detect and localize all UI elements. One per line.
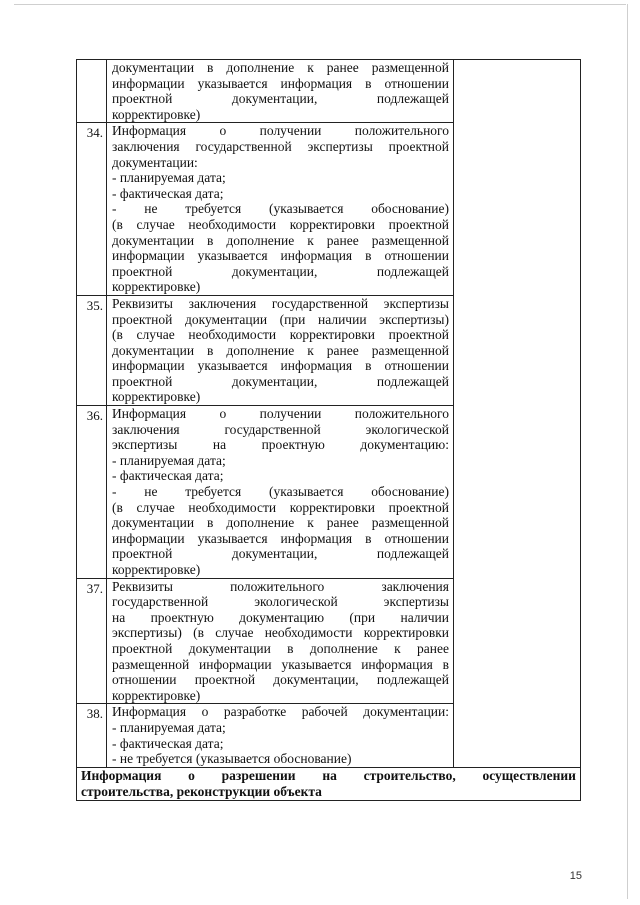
row-number: 38.: [77, 704, 107, 767]
text-line: государственной экологической экспертизы: [112, 594, 449, 610]
text-line: - не требуется (указывается обоснование): [112, 751, 352, 767]
text-line: Информация о разработке рабочей документации:: [112, 704, 449, 720]
row-text: [107, 704, 454, 767]
text-line: проектной документации (при наличии экспертизы): [112, 311, 449, 327]
text-line: Информация о получении положительного: [112, 123, 449, 139]
text-line: документации в дополнение к ранее размещенной: [112, 515, 449, 531]
text-line: документации в дополнение к ранее размещенной: [112, 232, 449, 248]
text-line: - фактическая дата;: [112, 185, 224, 201]
section-header-word: Информация: [81, 767, 162, 783]
text-line: размещенной информации указывается информация в: [112, 656, 449, 672]
text-line: - планируемая дата;: [112, 170, 226, 186]
section-header-word: осуществлении: [482, 767, 576, 783]
document-table: [76, 59, 581, 801]
section-header-word: о: [188, 767, 195, 783]
text-line: (в случае необходимости корректировки проектной: [112, 216, 449, 232]
section-header-word: разрешении: [221, 767, 296, 783]
text-line: (в случае необходимости корректировки проектной: [112, 499, 449, 515]
text-line: на проектную документацию (при наличии: [112, 609, 449, 625]
section-header: [77, 767, 581, 800]
row-number: 35.: [77, 295, 107, 405]
row-text: [107, 60, 454, 123]
row-number: [77, 60, 107, 123]
section-header-word: строительство,: [363, 767, 456, 783]
text-line: Реквизиты заключения государственной экспертизы: [112, 295, 449, 311]
text-line: - не требуется (указывается обоснование): [112, 484, 449, 500]
text-line: - фактическая дата;: [112, 735, 224, 751]
row-text: [107, 578, 454, 704]
text-line: документации в дополнение к ранее размещенной: [112, 60, 449, 75]
text-line: информации указывается информация в отношении: [112, 530, 449, 546]
text-line: информации указывается информация в отношении: [112, 248, 449, 264]
section-header-row: [77, 767, 581, 800]
row-text: [107, 123, 454, 296]
text-line: заключения государственной экологической: [112, 421, 449, 437]
text-line: - не требуется (указывается обоснование): [112, 201, 449, 217]
text-line: корректировке): [112, 562, 201, 577]
table-row: [77, 60, 581, 123]
section-header-line-2: строительства, реконструкции объекта: [81, 783, 322, 799]
text-line: корректировке): [112, 279, 201, 295]
text-line: проектной документации, подлежащей: [112, 91, 449, 107]
page-edge-top: [14, 4, 626, 5]
text-line: - планируемая дата;: [112, 452, 226, 468]
text-line: (в случае необходимости корректировки проектной: [112, 327, 449, 343]
text-line: заключения государственной экспертизы проектной: [112, 138, 449, 154]
text-line: проектной документации, подлежащей: [112, 546, 449, 562]
text-line: документации:: [112, 154, 198, 170]
text-line: отношении проектной документации, подлежащей: [112, 672, 449, 688]
row-text: [107, 295, 454, 405]
text-line: проектной документации, подлежащей: [112, 373, 449, 389]
text-line: - фактическая дата;: [112, 468, 224, 484]
table-body: [77, 60, 581, 801]
section-header-word: на: [322, 767, 337, 783]
text-line: корректировке): [112, 106, 201, 122]
empty-right-column: [454, 60, 581, 768]
text-line: проектной документации в дополнение к ранее: [112, 640, 449, 656]
text-line: Информация о получении положительного: [112, 406, 449, 422]
text-line: экспертизы) (в случае необходимости корректировки: [112, 625, 449, 641]
text-line: экспертизы на проектную документацию:: [112, 437, 449, 453]
text-line: проектной документации, подлежащей: [112, 263, 449, 279]
text-line: информации указывается информация в отношении: [112, 75, 449, 91]
page-edge-right: [627, 4, 628, 899]
row-text: [107, 406, 454, 579]
section-header-line-1: [81, 768, 576, 784]
text-line: документации в дополнение к ранее размещенной: [112, 342, 449, 358]
page-number: 15: [569, 870, 582, 882]
row-number: 36.: [77, 406, 107, 579]
text-line: - планируемая дата;: [112, 719, 226, 735]
row-number: 37.: [77, 578, 107, 704]
text-line: корректировке): [112, 389, 201, 405]
row-number: 34.: [77, 123, 107, 296]
text-line: корректировке): [112, 687, 201, 703]
text-line: информации указывается информация в отношении: [112, 358, 449, 374]
text-line: Реквизиты положительного заключения: [112, 578, 449, 594]
